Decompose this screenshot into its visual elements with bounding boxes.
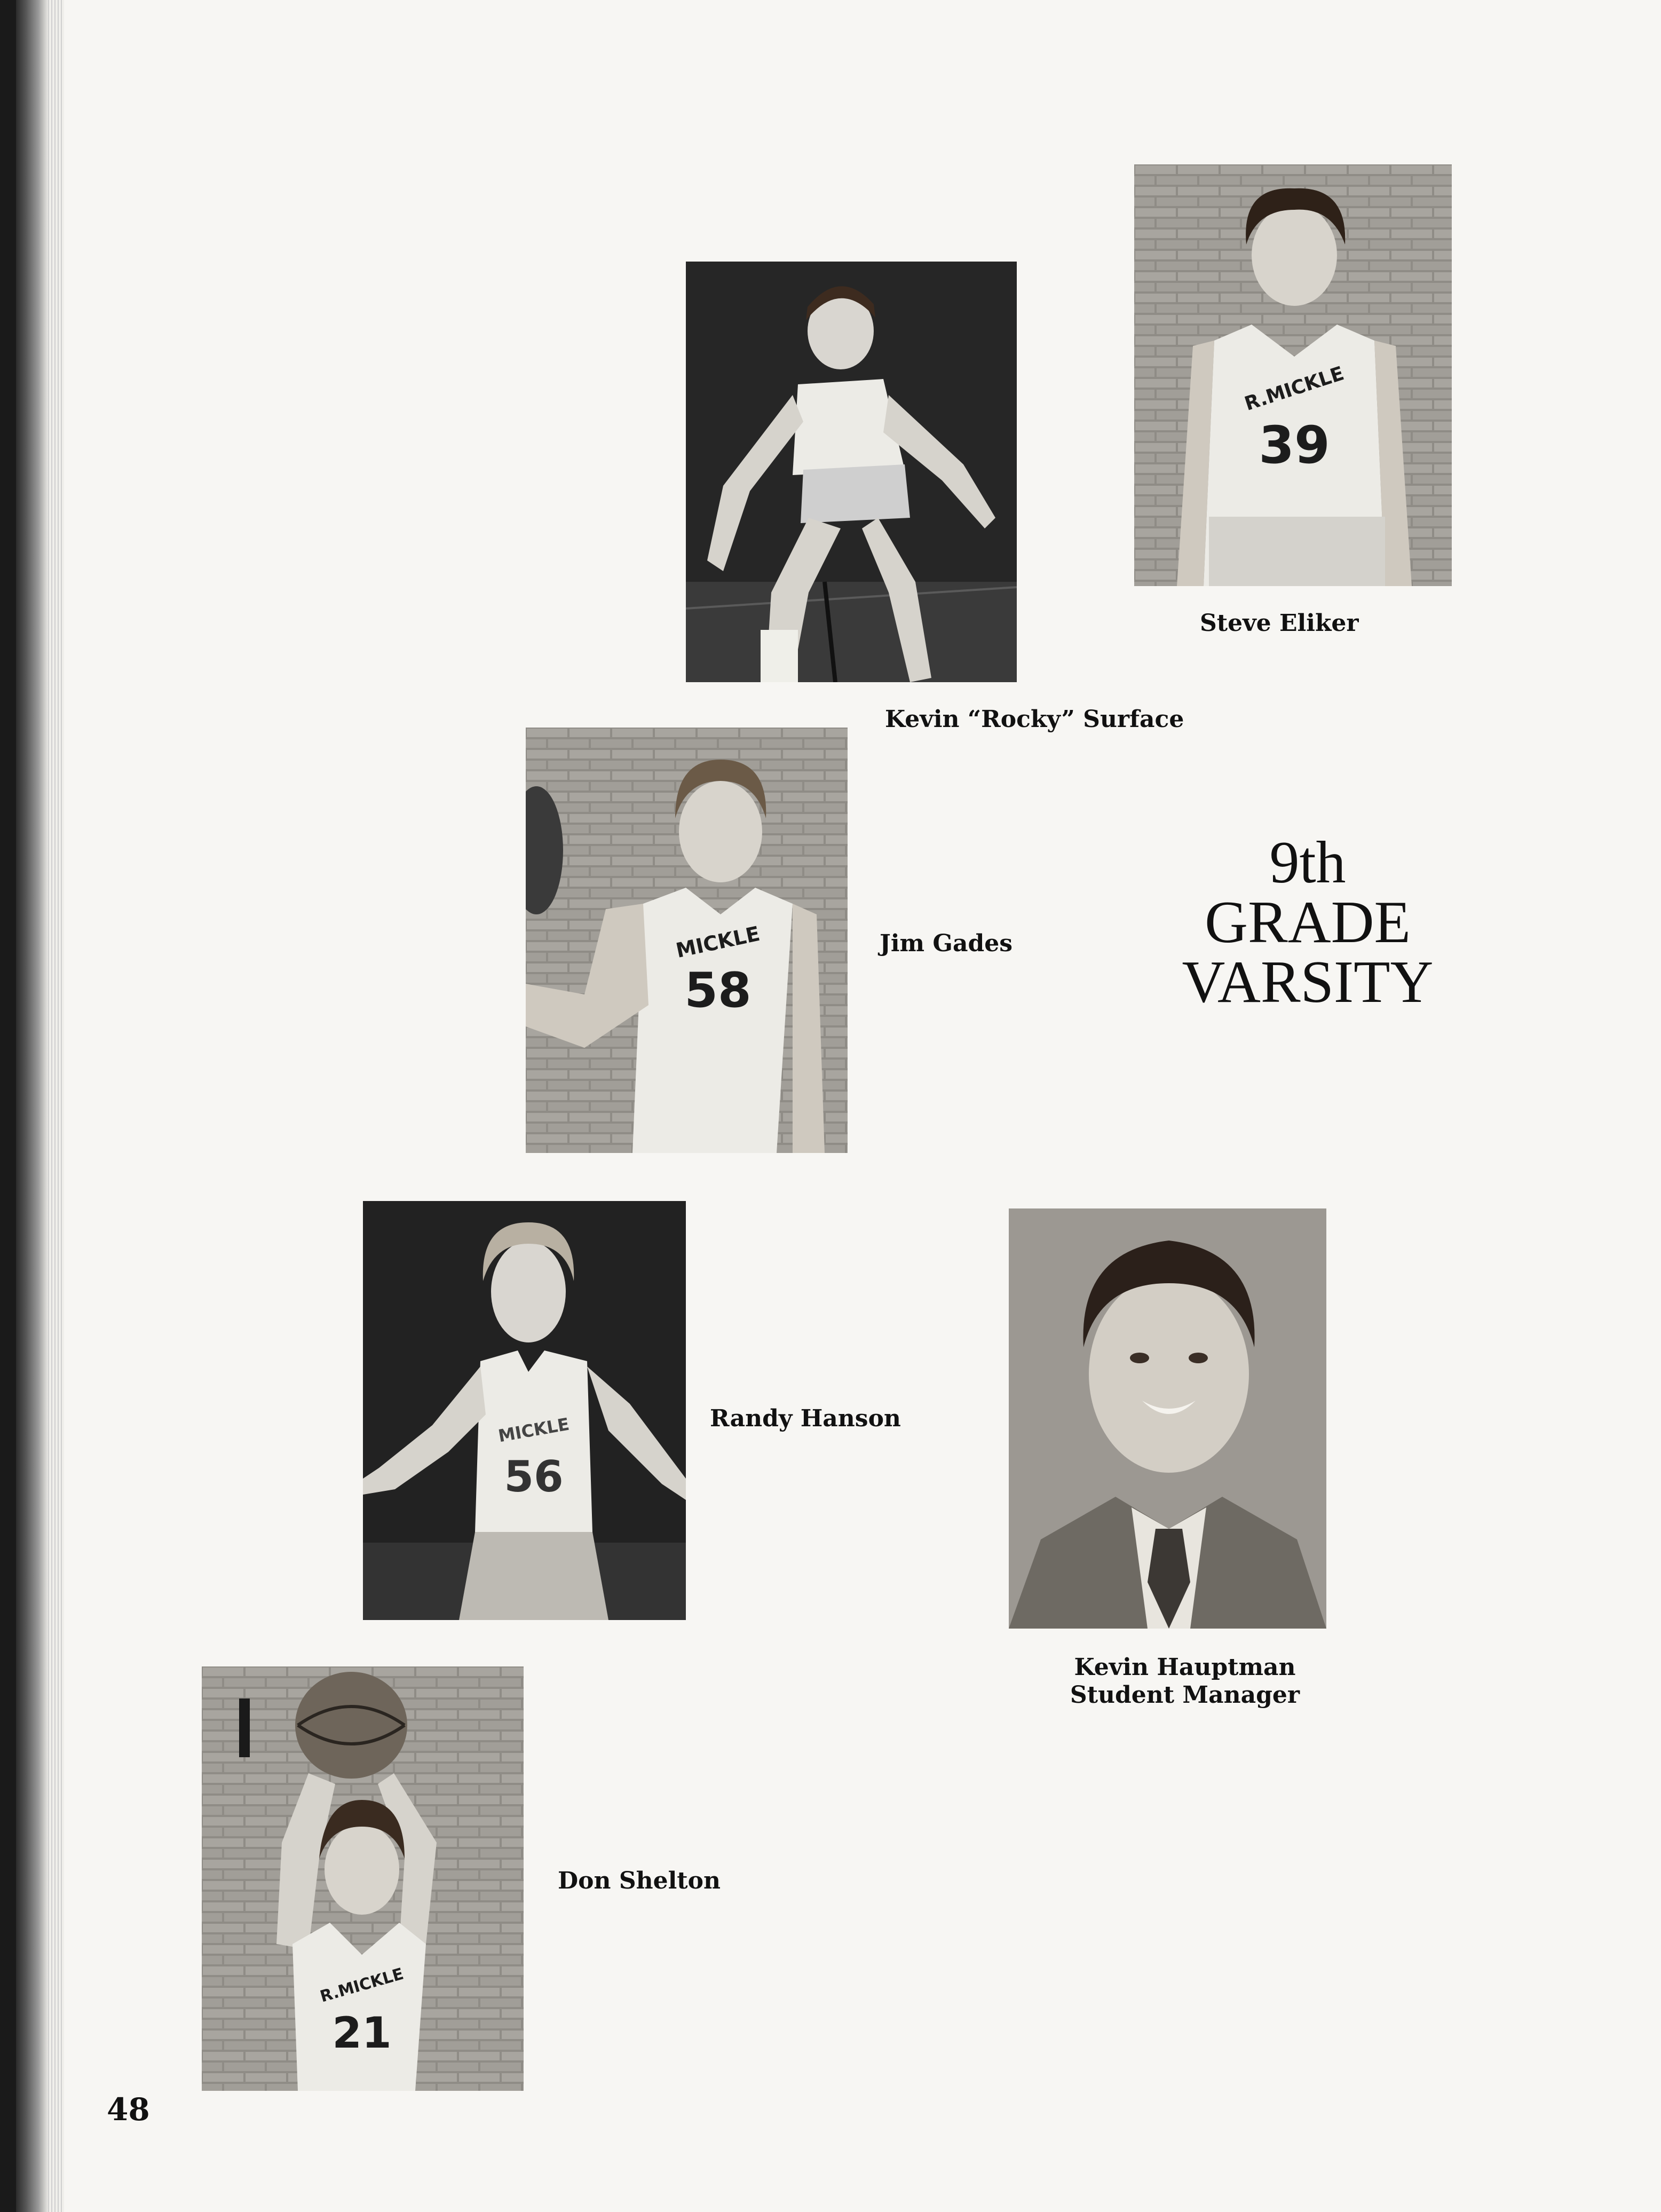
caption-jim-gades: Jim Gades: [880, 930, 1013, 957]
yearbook-page: [16, 0, 1661, 2212]
photo-jim-gades: [526, 728, 848, 1153]
manager-name: Kevin Hauptman: [1074, 1654, 1296, 1681]
photo-kevin-surface: [686, 262, 1017, 682]
photo-don-shelton: [202, 1666, 524, 2091]
jersey-text-56: MICKLE: [496, 1413, 571, 1447]
page-title: [1169, 830, 1446, 1015]
caption-kevin-surface: Kevin “Rocky” Surface: [885, 706, 1184, 733]
photo-steve-eliker: [1134, 164, 1452, 586]
photo-randy-hanson: [363, 1201, 686, 1620]
jersey-text-39: R.MICKLE: [1241, 362, 1347, 415]
jersey-text-58: MICKLE: [674, 921, 762, 963]
jersey-number-39: 39: [1259, 415, 1330, 475]
jersey-number-56: 56: [504, 1452, 564, 1502]
title-line-3: VARSITY: [1182, 949, 1434, 1015]
jersey-number-21: 21: [332, 2008, 392, 2058]
title-line-1: 9th: [1269, 830, 1346, 896]
page-number: 48: [107, 2091, 150, 2128]
title-line-2: GRADE: [1205, 889, 1411, 955]
page-edges: [48, 0, 64, 2212]
jersey-text-21: R.MICKLE: [318, 1964, 406, 2006]
manager-role: Student Manager: [1070, 1681, 1300, 1709]
caption-steve-eliker: Steve Eliker: [1200, 610, 1359, 637]
caption-kevin-hauptman: [1038, 1654, 1332, 1709]
caption-don-shelton: Don Shelton: [558, 1867, 721, 1894]
photo-kevin-hauptman: [1009, 1208, 1326, 1629]
caption-randy-hanson: Randy Hanson: [710, 1405, 901, 1432]
page-binding: [16, 0, 48, 2212]
jersey-number-58: 58: [684, 962, 752, 1018]
